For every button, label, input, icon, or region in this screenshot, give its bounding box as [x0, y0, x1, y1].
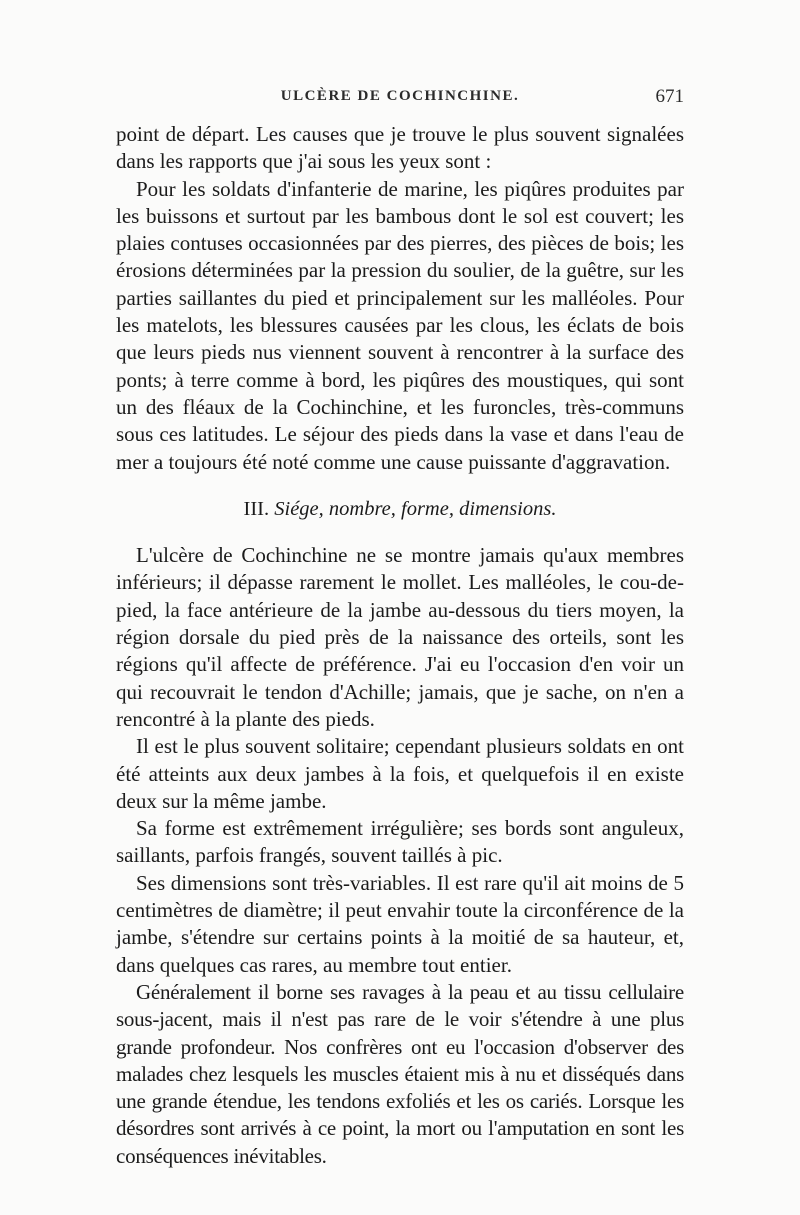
page-number: 671: [655, 86, 684, 107]
section-heading: [116, 496, 684, 523]
paragraph-continuation: point de départ. Les causes que je trouve le plus souvent signalées dans les rapports que j'ai sous les yeux sont :: [116, 122, 684, 174]
paragraph-causes: Pour les soldats d'infanterie de marine, les piqûres produites par les buissons et surtout par les bambous dont le sol est couvert; les plaies contuses occasionnées par des pierres, des pièces de bois; les érosions déterminées par la pression du soulier, de la guêtre, sur les parties saillantes du pied et principalement sur les malléoles. Pour les matelots, les blessures causées par les clous, les éclats de bois que leurs pieds nus viennent souvent à rencontrer à la surface des ponts; à terre comme à bord, les piqûres des moustiques, qui sont un des fléaux de la Cochinchine, et les furoncles, très-communs sous ces latitudes. Le séjour des pieds dans la vase et dans l'eau de mer a toujours été noté comme une cause puissante d'aggravation.: [116, 176, 684, 474]
paragraph-location: L'ulcère de Cochinchine ne se montre jamais qu'aux membres inférieurs; il dépasse rarement le mollet. Les malléoles, le cou-de-pied, la face antérieure de la jambe au-dessous du tiers moyen, la région dorsale du pied près de la naissance des orteils, sont les régions qu'il affecte de préférence. J'ai eu l'occasion d'en voir un qui recouvrait le tendon d'Achille; jamais, que je sache, on n'en a rencontré à la plante des pieds.: [116, 543, 684, 731]
section-number: III.: [243, 497, 270, 520]
body-text: [116, 121, 684, 1170]
paragraph-shape: Sa forme est extrêmement irrégulière; ses bords sont anguleux, saillants, parfois frangés, souvent taillés à pic.: [116, 816, 684, 868]
paragraph-number: Il est le plus souvent solitaire; cependant plusieurs soldats en ont été atteints aux deux jambes à la fois, et quelquefois il en existe deux sur la même jambe.: [116, 734, 684, 813]
running-title: ULCÈRE DE COCHINCHINE.: [280, 88, 520, 104]
section-title: Siége, nombre, forme, dimensions.: [274, 497, 557, 520]
paragraph-depth: Généralement il borne ses ravages à la peau et au tissu cellulaire sous-jacent, mais il n'est pas rare de le voir s'étendre à une plus grande profondeur. Nos confrères ont eu l'occasion d'observer des malades chez lesquels les muscles étaient mis à nu et disséqués dans une grande étendue, les tendons exfoliés et les os cariés. Lorsque les désordres sont arrivés à ce point, la mort ou l'amputation en sont les conséquences inévitables.: [116, 979, 684, 1168]
paragraph-dimensions: Ses dimensions sont très-variables. Il est rare qu'il ait moins de 5 centimètres de diamètre; il peut envahir toute la circonférence de la jambe, s'étendre sur certains points à la moitié de sa hauteur, et, dans quelques cas rares, au membre tout entier.: [116, 870, 684, 977]
running-head: [116, 88, 684, 118]
